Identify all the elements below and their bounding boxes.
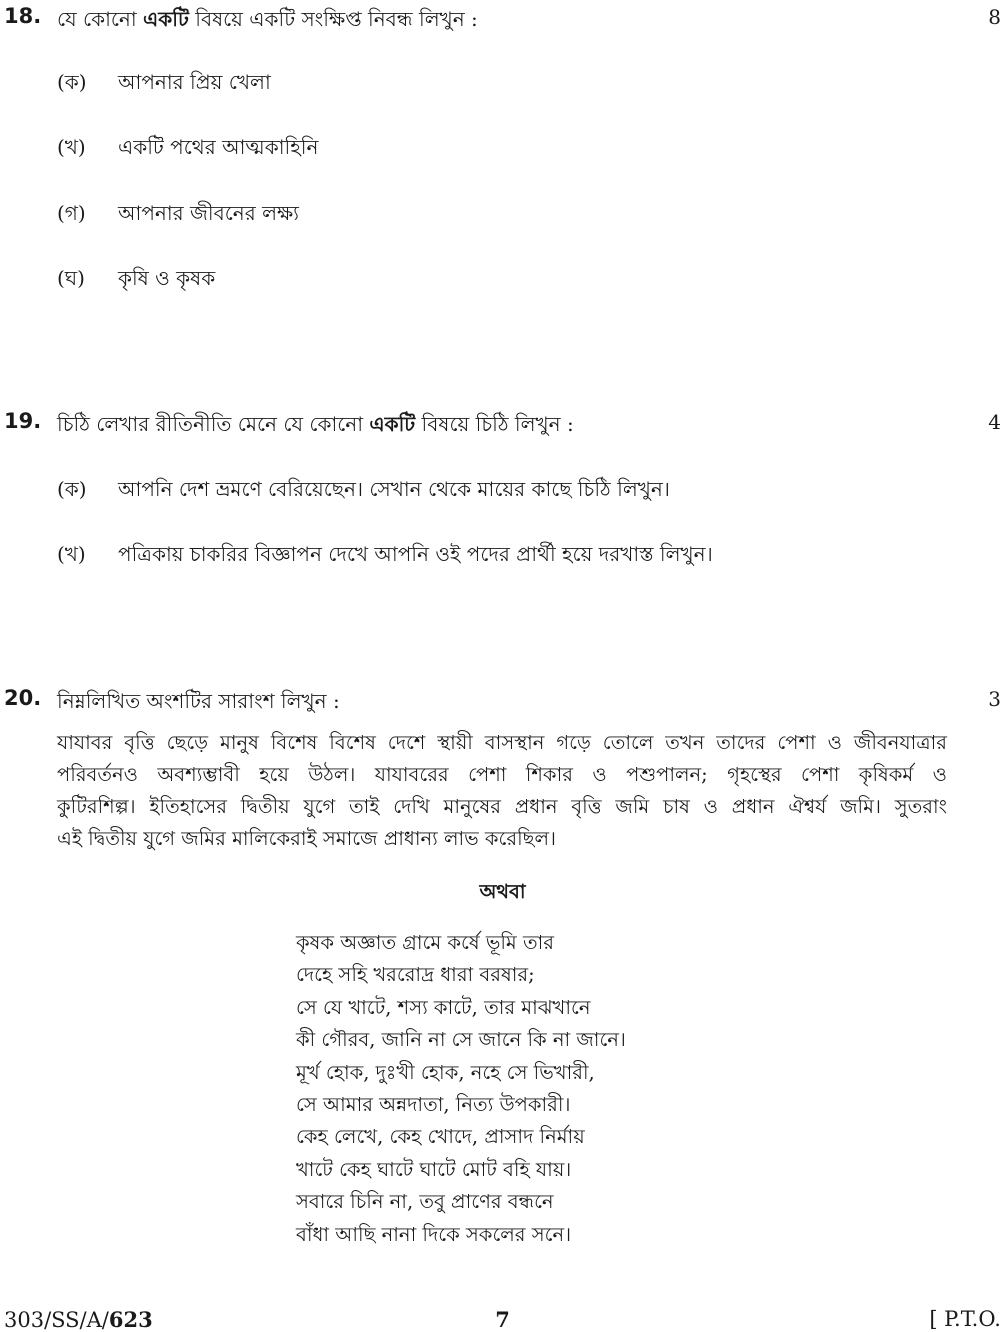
option-label: (খ) [57, 135, 86, 159]
paper-code-bold: 623 [108, 1307, 153, 1332]
question-number: 18. [4, 4, 42, 28]
poem-line: কৃষক অজ্ঞাত গ্রামে কর্ষে ভূমি তার [296, 931, 554, 954]
prompt-text: চিঠি লেখার রীতিনীতি মেনে যে কোনো [57, 412, 370, 436]
prompt-emphasis: একটি [143, 7, 189, 31]
poem-line: সে যে খাটে, শস্য কাটে, তার মাঝখানে [296, 995, 591, 1019]
marks: 3 [988, 687, 1001, 711]
option-label: (গ) [57, 201, 86, 225]
passage-line: কুটিরশিল্প। ইতিহাসের দ্বিতীয় যুগে তাই দেখি মানুষের প্রধান বৃত্তি জমি চাষ ও প্রধান ঐশ্বর্য জমি। সুতরাং [57, 795, 947, 818]
pto-label: [ P.T.O. [929, 1307, 1001, 1331]
paper-code-prefix: 303/SS/A/ [4, 1308, 109, 1332]
question-prompt [57, 410, 574, 443]
passage-line: এই দ্বিতীয় যুগে জমির মালিকেরাই সমাজে প্রাধান্য লাভ করেছিল। [57, 827, 557, 850]
option-label: (ক) [57, 70, 87, 94]
option-text: আপনার প্রিয় খেলা [118, 70, 271, 94]
poem [296, 927, 626, 1251]
poem-line: দেহে সহি খররোদ্র ধারা বরষার; [296, 963, 535, 987]
passage-line: যাযাবর বৃত্তি ছেড়ে মানুষ বিশেষ বিশেষ দেশে স্থায়ী বাসস্থান গড়ে তোলে তখন তাদের পেশা ও জীবনযাত্রার [57, 731, 947, 754]
option-text: কৃষি ও কৃষক [118, 266, 216, 290]
option-label: (খ) [57, 542, 86, 566]
page-number: 7 [495, 1307, 510, 1332]
poem-line: বাঁধা আছি নানা দিকে সকলের সনে। [296, 1222, 572, 1246]
prompt-emphasis: একটি [369, 412, 416, 436]
option-label: (ক) [57, 477, 87, 501]
poem-line: সবারে চিনি না, তবু প্রাণের বন্ধনে [296, 1190, 554, 1214]
passage [57, 727, 947, 855]
question-prompt [57, 5, 478, 38]
poem-line: খাটে কেহ ঘাটে ঘাটে মোট বহি যায়। [296, 1157, 572, 1181]
or-label: অথবা [479, 880, 526, 903]
option-label: (ঘ) [57, 266, 85, 290]
question-number: 20. [4, 686, 42, 710]
passage-line: পরিবর্তনও অবশ্যম্ভাবী হয়ে উঠল। যাযাবরের পেশা শিকার ও পশুপালন; গৃহস্থের পেশা কৃষিকর্ম ও [57, 763, 947, 786]
poem-line: সে আমার অন্নদাতা, নিত্য উপকারী। [296, 1093, 571, 1117]
option-text: একটি পথের আত্মকাহিনি [118, 135, 319, 159]
poem-line: মূর্খ হোক, দুঃখী হোক, নহে সে ভিখারী, [296, 1060, 595, 1084]
prompt-text: বিষয়ে চিঠি লিখুন : [415, 412, 574, 436]
prompt-text: যে কোনো [57, 7, 144, 31]
poem-line: কেহ লেখে, কেহ খোদে, প্রাসাদ নির্মায় [296, 1125, 585, 1149]
option-text: আপনি দেশ ভ্রমণে বেরিয়েছেন। সেখান থেকে মায়ের কাছে চিঠি লিখুন। [118, 477, 670, 501]
option-text: আপনার জীবনের লক্ষ্য [118, 201, 299, 225]
option-text: পত্রিকায় চাকরির বিজ্ঞাপন দেখে আপনি ওই পদের প্রার্থী হয়ে দরখাস্ত লিখুন। [118, 542, 713, 566]
poem-line: কী গৌরব, জানি না সে জানে কি না জানে। [296, 1028, 626, 1052]
marks: 8 [988, 5, 1001, 29]
prompt-text: বিষয়ে একটি সংক্ষিপ্ত নিবন্ধ লিখুন : [188, 7, 478, 31]
marks: 4 [988, 410, 1001, 434]
question-prompt: নিম্নলিখিত অংশটির সারাংশ লিখুন : [57, 689, 340, 713]
question-number: 19. [4, 409, 42, 433]
